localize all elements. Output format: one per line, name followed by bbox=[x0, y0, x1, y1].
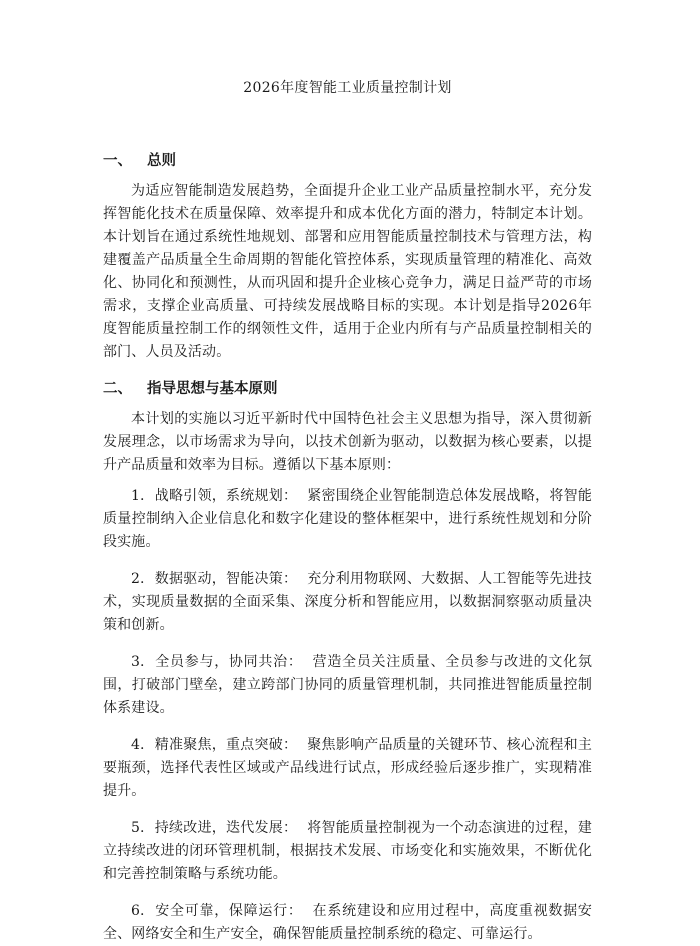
section-number: 二、 bbox=[103, 380, 132, 397]
section-title: 总则 bbox=[147, 152, 176, 169]
principle-title: 全员参与，协同共治： bbox=[154, 654, 303, 670]
section-title: 指导思想与基本原则 bbox=[147, 380, 278, 397]
principle-item bbox=[103, 734, 592, 803]
principle-text: 在系统建设和应用过程中，高度重视数据安全、网络安全和生产安全，确保智能质量控制系统的稳定、可靠运行。 bbox=[103, 903, 592, 942]
principles-list bbox=[103, 485, 592, 946]
principle-item bbox=[103, 485, 592, 554]
principle-text: 充分利用物联网、大数据、人工智能等先进技术，实现质量数据的全面采集、深度分析和智能应用，以数据洞察驱动质量决策和创新。 bbox=[103, 571, 593, 633]
principle-title: 数据驱动，智能决策： bbox=[154, 571, 298, 587]
principle-number: 3. bbox=[131, 654, 145, 670]
principle-item bbox=[103, 900, 592, 946]
principle-item bbox=[103, 651, 592, 720]
section-paragraph: 本计划的实施以习近平新时代中国特色社会主义思想为指导，深入贯彻新发展理念，以市场需求为导向，以技术创新为驱动，以数据为核心要素，以提升产品质量和效率为目标。遵循以下基本原则： bbox=[103, 411, 592, 473]
principle-title: 持续改进，迭代发展： bbox=[154, 820, 298, 836]
section-general bbox=[103, 150, 592, 364]
principle-number: 4. bbox=[131, 737, 145, 753]
principle-title: 安全可靠，保障运行： bbox=[154, 903, 303, 919]
principle-number: 2. bbox=[131, 571, 145, 587]
principle-item bbox=[103, 817, 592, 886]
section-heading bbox=[103, 378, 592, 400]
principle-text: 聚焦影响产品质量的关键环节、核心流程和主要瓶颈，选择代表性区域或产品线进行试点，形成经验后逐步推广，实现精准提升。 bbox=[103, 737, 593, 799]
principle-number: 1. bbox=[131, 488, 145, 504]
principle-title: 战略引领，系统规划： bbox=[154, 488, 298, 504]
principle-number: 5. bbox=[131, 820, 145, 836]
principle-text: 将智能质量控制视为一个动态演进的过程，建立持续改进的闭环管理机制，根据技术发展、市场变化和实施效果，不断优化和完善控制策略与系统功能。 bbox=[103, 820, 593, 882]
section-principles bbox=[103, 378, 592, 946]
principle-text: 紧密围绕企业智能制造总体发展战略，将智能质量控制纳入企业信息化和数字化建设的整体框架中，进行系统性规划和分阶段实施。 bbox=[103, 488, 593, 550]
principle-number: 6. bbox=[131, 903, 145, 919]
section-heading bbox=[103, 150, 592, 172]
principle-text: 营造全员关注质量、全员参与改进的文化氛围，打破部门壁垒，建立跨部门协同的质量管理机制，共同推进智能质量控制体系建设。 bbox=[103, 654, 592, 716]
section-number: 一、 bbox=[103, 152, 132, 169]
section-paragraph: 为适应智能制造发展趋势，全面提升企业工业产品质量控制水平，充分发挥智能化技术在质量保障、效率提升和成本优化方面的潜力，特制定本计划。本计划旨在通过系统性地规划、部署和应用智能质量控制技术与管理方法，构建覆盖产品质量全生命周期的智能化管控体系，实现质量管理的精准化、高效化、协同化和预测性，从而巩固和提升企业核心竞争力，满足日益严苛的市场需求，支撑企业高质量、可持续发展战略目标的实现。本计划是指导2026年度智能质量控制工作的纲领性文件，适用于企业内所有与产品质量控制相关的部门、人员及活动。 bbox=[103, 183, 592, 360]
principle-item bbox=[103, 568, 592, 637]
document-title: 2026年度智能工业质量控制计划 bbox=[243, 80, 452, 96]
principle-title: 精准聚焦，重点突破： bbox=[154, 737, 298, 753]
